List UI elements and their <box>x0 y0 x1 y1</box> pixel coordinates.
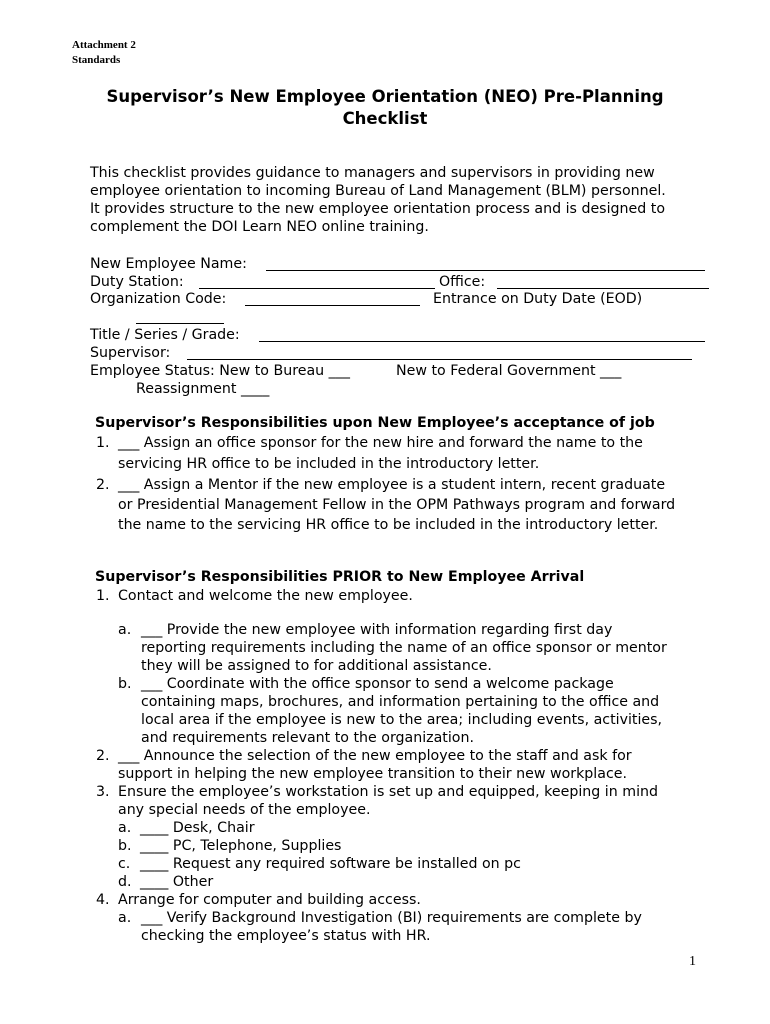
list-item-text: they will be assigned to for additional assistance. <box>141 658 492 674</box>
list-letter: b. <box>118 838 132 854</box>
organization-code-field[interactable] <box>245 305 420 306</box>
list-item-text: ___ Coordinate with the office sponsor to send a welcome package <box>141 676 614 692</box>
section-1-heading: Supervisor’s Responsibilities upon New Employee’s acceptance of job <box>95 415 655 431</box>
list-item-text: or Presidential Management Fellow in the OPM Pathways program and forward <box>118 497 676 513</box>
new-employee-name-label: New Employee Name: <box>90 256 247 272</box>
list-item-text: support in helping the new employee transition to their new workplace. <box>118 766 627 782</box>
eod-field[interactable] <box>136 323 224 324</box>
duty-station-field[interactable] <box>199 288 435 289</box>
title-series-grade-label: Title / Series / Grade: <box>90 327 240 343</box>
list-number: 1. <box>96 435 110 451</box>
standards-label: Standards <box>72 54 121 66</box>
list-number: 4. <box>96 892 110 908</box>
list-number: 1. <box>96 588 110 604</box>
employee-status-label: Employee Status: New to Bureau ___ <box>90 363 350 379</box>
list-item-text: ___ Provide the new employee with information regarding first day <box>141 622 613 638</box>
section-2-heading: Supervisor’s Responsibilities PRIOR to New Employee Arrival <box>95 569 585 585</box>
list-item-text: reporting requirements including the name of an office sponsor or mentor <box>141 640 667 656</box>
list-item-text: checking the employee’s status with HR. <box>141 928 431 944</box>
list-letter: a. <box>118 910 132 926</box>
list-item-text: ____ Desk, Chair <box>140 820 255 836</box>
list-item-text: ____ PC, Telephone, Supplies <box>140 838 342 854</box>
intro-line: This checklist provides guidance to managers and supervisors in providing new <box>90 165 655 181</box>
list-item-text: servicing HR office to be included in the introductory letter. <box>118 456 540 472</box>
list-letter: a. <box>118 622 132 638</box>
list-item-text: ___ Assign an office sponsor for the new hire and forward the name to the <box>118 435 643 451</box>
title-series-grade-field[interactable] <box>259 341 705 342</box>
supervisor-field[interactable] <box>187 359 692 360</box>
list-item-text: local area if the employee is new to the area; including events, activities, <box>141 712 663 728</box>
title-line-1: Supervisor’s New Employee Orientation (NEO) Pre-Planning <box>106 87 664 106</box>
organization-code-label: Organization Code: <box>90 291 227 307</box>
attachment-label: Attachment 2 <box>72 39 136 51</box>
list-number: 2. <box>96 748 110 764</box>
list-item-text: any special needs of the employee. <box>118 802 371 818</box>
intro-line: It provides structure to the new employee orientation process and is designed to <box>90 201 665 217</box>
page-number: 1 <box>689 954 696 969</box>
list-item-text: the name to the servicing HR office to be included in the introductory letter. <box>118 517 659 533</box>
list-item-text: containing maps, brochures, and information pertaining to the office and <box>141 694 660 710</box>
new-employee-name-field[interactable] <box>266 270 705 271</box>
list-item-text: ____ Other <box>140 874 214 890</box>
office-field[interactable] <box>497 288 709 289</box>
list-item-text: ___ Announce the selection of the new employee to the staff and ask for <box>118 748 632 764</box>
list-item-text: Arrange for computer and building access. <box>118 892 421 908</box>
reassignment-option: Reassignment ____ <box>136 381 270 397</box>
title-line-2: Checklist <box>342 109 428 128</box>
intro-line: employee orientation to incoming Bureau of Land Management (BLM) personnel. <box>90 183 666 199</box>
list-letter: b. <box>118 676 132 692</box>
list-item-text: ___ Assign a Mentor if the new employee is a student intern, recent graduate <box>118 477 666 493</box>
page-title <box>0 86 770 130</box>
list-item-text: Contact and welcome the new employee. <box>118 588 413 604</box>
list-letter: a. <box>118 820 132 836</box>
list-letter: d. <box>118 874 132 890</box>
supervisor-label: Supervisor: <box>90 345 171 361</box>
list-letter: c. <box>118 856 131 872</box>
new-to-federal-option: New to Federal Government ___ <box>396 363 622 379</box>
intro-line: complement the DOI Learn NEO online training. <box>90 219 429 235</box>
office-label: Office: <box>439 274 486 290</box>
eod-label: Entrance on Duty Date (EOD) <box>433 291 643 307</box>
list-number: 3. <box>96 784 110 800</box>
list-item-text: and requirements relevant to the organization. <box>141 730 474 746</box>
duty-station-label: Duty Station: <box>90 274 184 290</box>
list-item-text: Ensure the employee’s workstation is set up and equipped, keeping in mind <box>118 784 659 800</box>
list-item-text: ____ Request any required software be installed on pc <box>140 856 521 872</box>
list-number: 2. <box>96 477 110 493</box>
list-item-text: ___ Verify Background Investigation (BI) requirements are complete by <box>141 910 642 926</box>
